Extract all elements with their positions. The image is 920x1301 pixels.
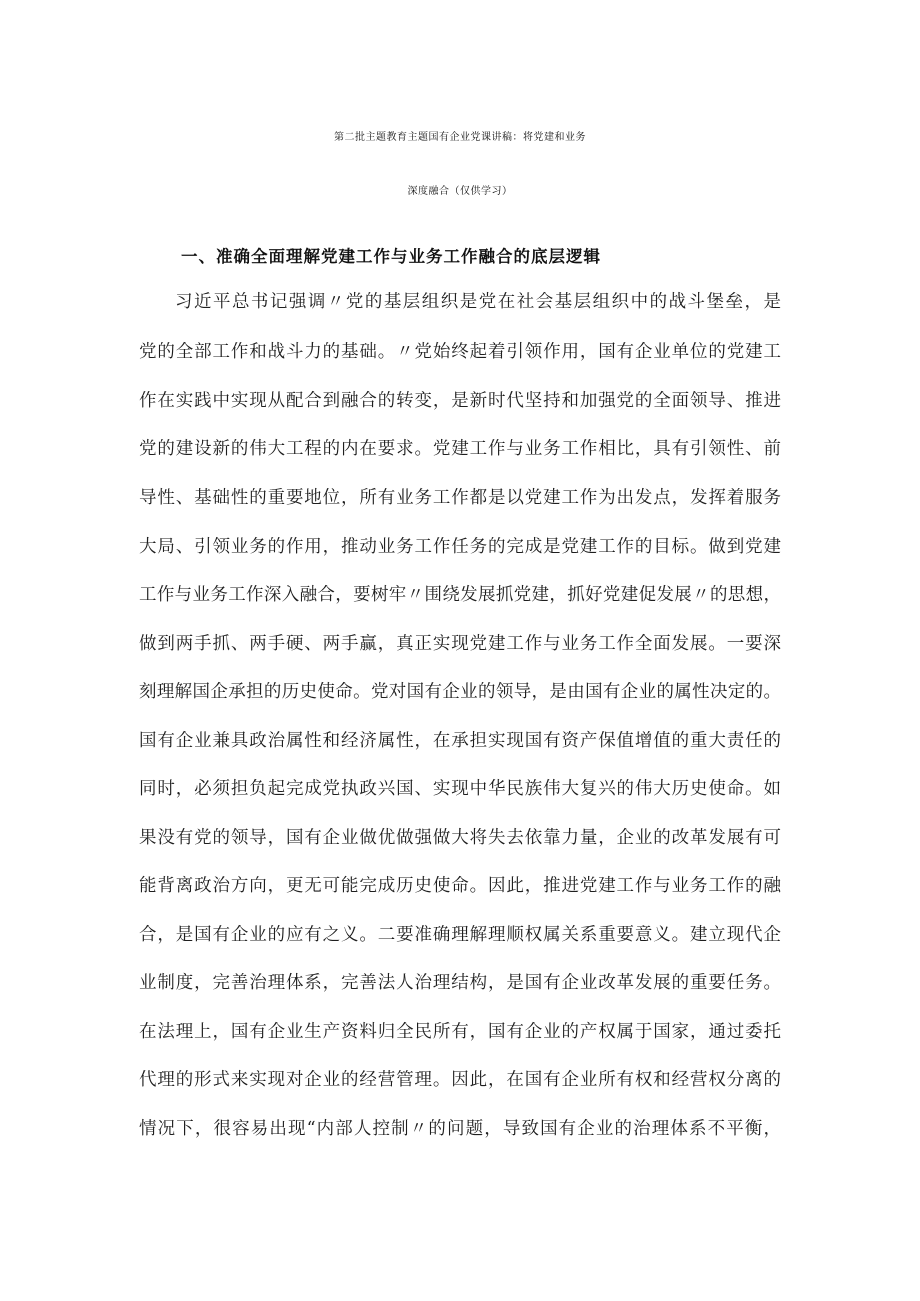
paragraph-line: 大局、引领业务的作用，推动业务工作任务的完成是党建工作的目标。做到党建 bbox=[139, 537, 781, 557]
paragraph-line: 同时，必须担负起完成党执政兴国、实现中华民族伟大复兴的伟大历史使命。如 bbox=[139, 779, 781, 799]
paragraph-line: 能背离政治方向，更无可能完成历史使命。因此，推进党建工作与业务工作的融 bbox=[139, 876, 781, 896]
paragraph-line: 在法理上，国有企业生产资料归全民所有，国有企业的产权属于国家，通过委托 bbox=[139, 1022, 781, 1042]
paragraph-line: 做到两手抓、两手硬、两手赢，真正实现党建工作与业务工作全面发展。一要深 bbox=[139, 634, 781, 654]
paragraph-line: 作在实践中实现从配合到融合的转变，是新时代坚持和加强党的全面领导、推进 bbox=[139, 391, 781, 411]
paragraph-line: 情况下，很容易出现“内部人控制〃的问题，导致国有企业的治理体系不平衡， bbox=[139, 1119, 781, 1139]
paragraph-line: 合，是国有企业的应有之义。二要准确理解理顺权属关系重要意义。建立现代企 bbox=[139, 925, 781, 945]
document-title-line-2: 深度融合（仅供学习） bbox=[407, 186, 513, 197]
paragraph-line: 果没有党的领导，国有企业做优做强做大将失去依靠力量，企业的改革发展有可 bbox=[139, 828, 781, 848]
paragraph-line: 代理的形式来实现对企业的经营管理。因此，在国有企业所有权和经营权分离的 bbox=[139, 1070, 781, 1090]
paragraph-line: 习近平总书记强调〃党的基层组织是党在社会基层组织中的战斗堡垒，是 bbox=[175, 292, 781, 312]
paragraph-line: 刻理解国企承担的历史使命。党对国有企业的领导，是由国有企业的属性决定的。 bbox=[139, 682, 781, 702]
paragraph-line: 国有企业兼具政治属性和经济属性，在承担实现国有资产保值增值的重大责任的 bbox=[139, 731, 781, 751]
paragraph-line: 业制度，完善治理体系，完善法人治理结构，是国有企业改革发展的重要任务。 bbox=[139, 973, 781, 993]
paragraph-line: 党的全部工作和战斗力的基础。〃党始终起着引领作用，国有企业单位的党建工 bbox=[139, 342, 781, 362]
section-heading: 一、准确全面理解党建工作与业务工作融合的底层逻辑 bbox=[181, 247, 601, 266]
paragraph-line: 导性、基础性的重要地位，所有业务工作都是以党建工作为出发点，发挥着服务 bbox=[139, 488, 781, 508]
paragraph-line: 工作与业务工作深入融合，要树牢〃围绕发展抓党建，抓好党建促发展〃的思想， bbox=[139, 585, 781, 605]
document-title-line-1: 第二批主题教育主题国有企业党课讲稿：将党建和业务 bbox=[334, 132, 586, 143]
paragraph-line: 党的建设新的伟大工程的内在要求。党建工作与业务工作相比，具有引领性、前 bbox=[139, 439, 781, 459]
